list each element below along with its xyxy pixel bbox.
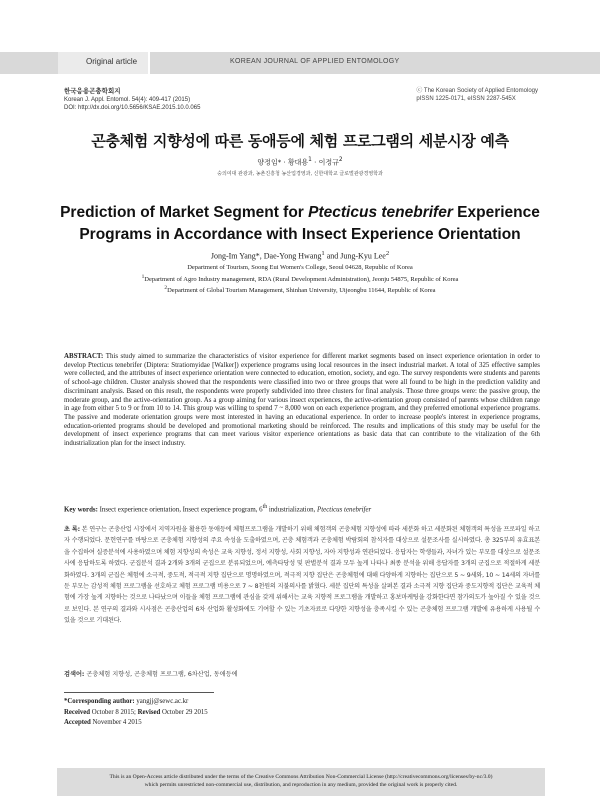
english-authors: Jong-Im Yang*, Dae-Yong Hwang$^1$ and Jung-Kyu Lee$^2$ xyxy=(210,250,390,261)
korean-keywords: 검색어: 곤충체험 지향성, 곤충체험 프로그램, 6차산업, 동애등에 xyxy=(64,671,238,678)
journal-kr-name: 한국응용곤충학회지 xyxy=(64,88,121,95)
english-title: Prediction of Market Segment for Ptecticus tenebrifer Experience Programs in Accordance with Insect Experience Orientation xyxy=(60,204,540,243)
korean-affiliations: 숭의여대 관광과, 농촌진흥청 농산업경영과, 신한대학교 글로벌관광경영학과 xyxy=(217,171,383,177)
copyright-block xyxy=(416,87,538,103)
doi-link[interactable]: DOI: http://dx.doi.org/10.5656/KSAE.2015.10.0.065 xyxy=(64,105,201,111)
affiliation-line: $^2$Department of Global Tourism Management, Shinhan University, Uijeongbu 11644, Republic of Korea xyxy=(164,285,436,295)
article-type: Original article xyxy=(86,57,138,66)
korean-title: 곤충체험 지향성에 따른 동애등에 체험 프로그램의 세분시장 예측 xyxy=(91,132,509,150)
korean-abstract xyxy=(64,524,540,627)
affiliation-line: $^1$Department of Agro Industry management, RDA (Rural Development Administration), Jeonju 54875, Republic of Korea xyxy=(141,273,459,283)
footnote: *Corresponding author: yangjj@sewc.ac.kr Received October 8 2015; Revised October 29 2015 Accepted November 4 2015 xyxy=(64,698,208,726)
corresponding-email[interactable]: yangjj@sewc.ac.kr xyxy=(136,698,189,705)
issn: pISSN 1225-0171, eISSN 2287-545X xyxy=(416,96,516,102)
footnote-rule xyxy=(64,692,214,693)
english-affiliations xyxy=(0,264,600,296)
korean-authors: 양정임* · 황대용$^1$ · 이정규$^2$ xyxy=(257,157,343,167)
abstract xyxy=(64,353,540,449)
journal-citation-block xyxy=(64,88,200,112)
abstract-text: This study aimed to summarize the characteristics of visitor experience for different market segments based on insect experience orientation in order to develop Ptecticus tenebrifer (Diptera: Stratiomyidae [Walker]) experience programs using local resources in the insect industrial market. A total of 325 effective samples were collected, and the attributes of insect experience orientation were connected to education, emotion, society, and ego. The survey respondents were students and parents of school-age children. Cluster analysis showed that the respondents were classified into two or three groups that were all found to be high in the prediction validity and discriminant analysis. Based on this result, the respondents were properly subdivided into three clusters for final analysis. Those three groups were: the passive group, the moderate group, and the active-orientation group. As a group aiming for various insect experiences, the active-orientation group consisted of parents whose children range in age from either 5 to 9 or from 10 to 14. This group was willing to spend 7 ~ 8,000 won on each experience program, and they preferred emotional experience programs. The passive and moderate orientation groups were most interested in having an educational experience. In order to increase people's interest in experience programs, education-oriented programs should be developed and promotional marketing should be reinforced. The results and implications of this study may be useful for the development of insect experience programs that can meet various visitor experience orientations as basic data that can contribute to the vitalization of the 6th industrialization plan for the insect industry. xyxy=(64,353,540,448)
abstract-label: ABSTRACT: xyxy=(64,353,104,360)
open-access-notice: This is an Open-Access article distributed under the terms of the Creative Commons Attribution Non-Commercial License (http://creativecommons.org/licenses/by-nc/3.0) which permits unrestricted non-commercial use, distribution, and reproduction in any medium, provided the original work is properly cited. xyxy=(57,768,545,796)
korean-abstract-label: 초 록: xyxy=(64,526,80,533)
copyright: ⓒ The Korean Society of Applied Entomology xyxy=(416,88,538,94)
keywords: Key words: Insect experience orientation, Insect experience program, 6th industrialization, Ptecticus tenebrifer xyxy=(64,504,372,514)
korean-abstract-text: 본 연구는 곤충산업 시장에서 지역자원을 활용한 동애등에 체험프로그램을 개발하기 위해 체험객의 곤충체험 지향성에 따라 세분화 하고 세분화된 체험객의 특성을 프로파일 하고자 수행되었다. 문헌연구를 바탕으로 곤충체험 지향성의 주요 속성을 도출하였으며, 곤충 체험객과 곤충체험 박람회의 참석자를 대상으로 설문조사를 실시하였다. 총 325부의 유효표본을 수집하여 실증분석에 사용하였으며 체험 지향성의 속성은 교육 지향성, 정서 지향성, 사회 지향성, 자아 지향성과 연관되었다. 응답자는 학생들과, 자녀가 있는 부모를 대상으로 설문조사에 응답하도록 하였다. 군집분석 결과 2개와 3개의 군집으로 분류되었으며, 예측타당성 및 판별분석 결과 모두 높게 나타나 최종 분석을 위해 응답자를 3개의 군집으로 적절하게 세분화하였다. 3개의 군집은 체험에 소극적, 중도적, 적극적 지향 집단으로 명명하였으며, 적극적 지향 집단은 곤충체험에 대해 다양하게 지향하는 집단으로 5 ~ 9세와, 10 ~ 14세의 자녀를 둔 부모는 감성적 체험 프로그램을 선호하고 체험 프로그램 비용으로 7 ~ 8천원의 지불의사를 밝혔다. 세분 집단의 특성을 살펴본 결과 소극적 지향 집단과 중도지향적 집단은 교육적 체험에 가장 높게 지향하는 것으로 나타났으며 이들을 체험 프로그램에 관심을 갖게 위해서는 교육 지향적 프로그램을 개발하고 홍보마케팅을 강화한다면 참가의도가 높아질 수 있을 것으로 보인다. 본 연구의 결과와 시사점은 곤충산업의 6차 산업화 활성화에도 기여할 수 있는 기초자료로 다양한 지향성을 충족시킬 수 있는 곤충체험 프로그램 개발에 유용하게 사용될 수 있을 것으로 기대된다. xyxy=(64,526,540,625)
keywords-label: Key words: xyxy=(64,506,98,514)
journal-citation: Korean J. Appl. Entomol. 54(4): 409-417 (2015) xyxy=(64,97,191,103)
journal-name: KOREAN JOURNAL OF APPLIED ENTOMOLOGY xyxy=(230,58,400,65)
affiliation-line: Department of Tourism, Soong Eui Women's College, Seoul 04628, Republic of Korea xyxy=(187,264,413,271)
